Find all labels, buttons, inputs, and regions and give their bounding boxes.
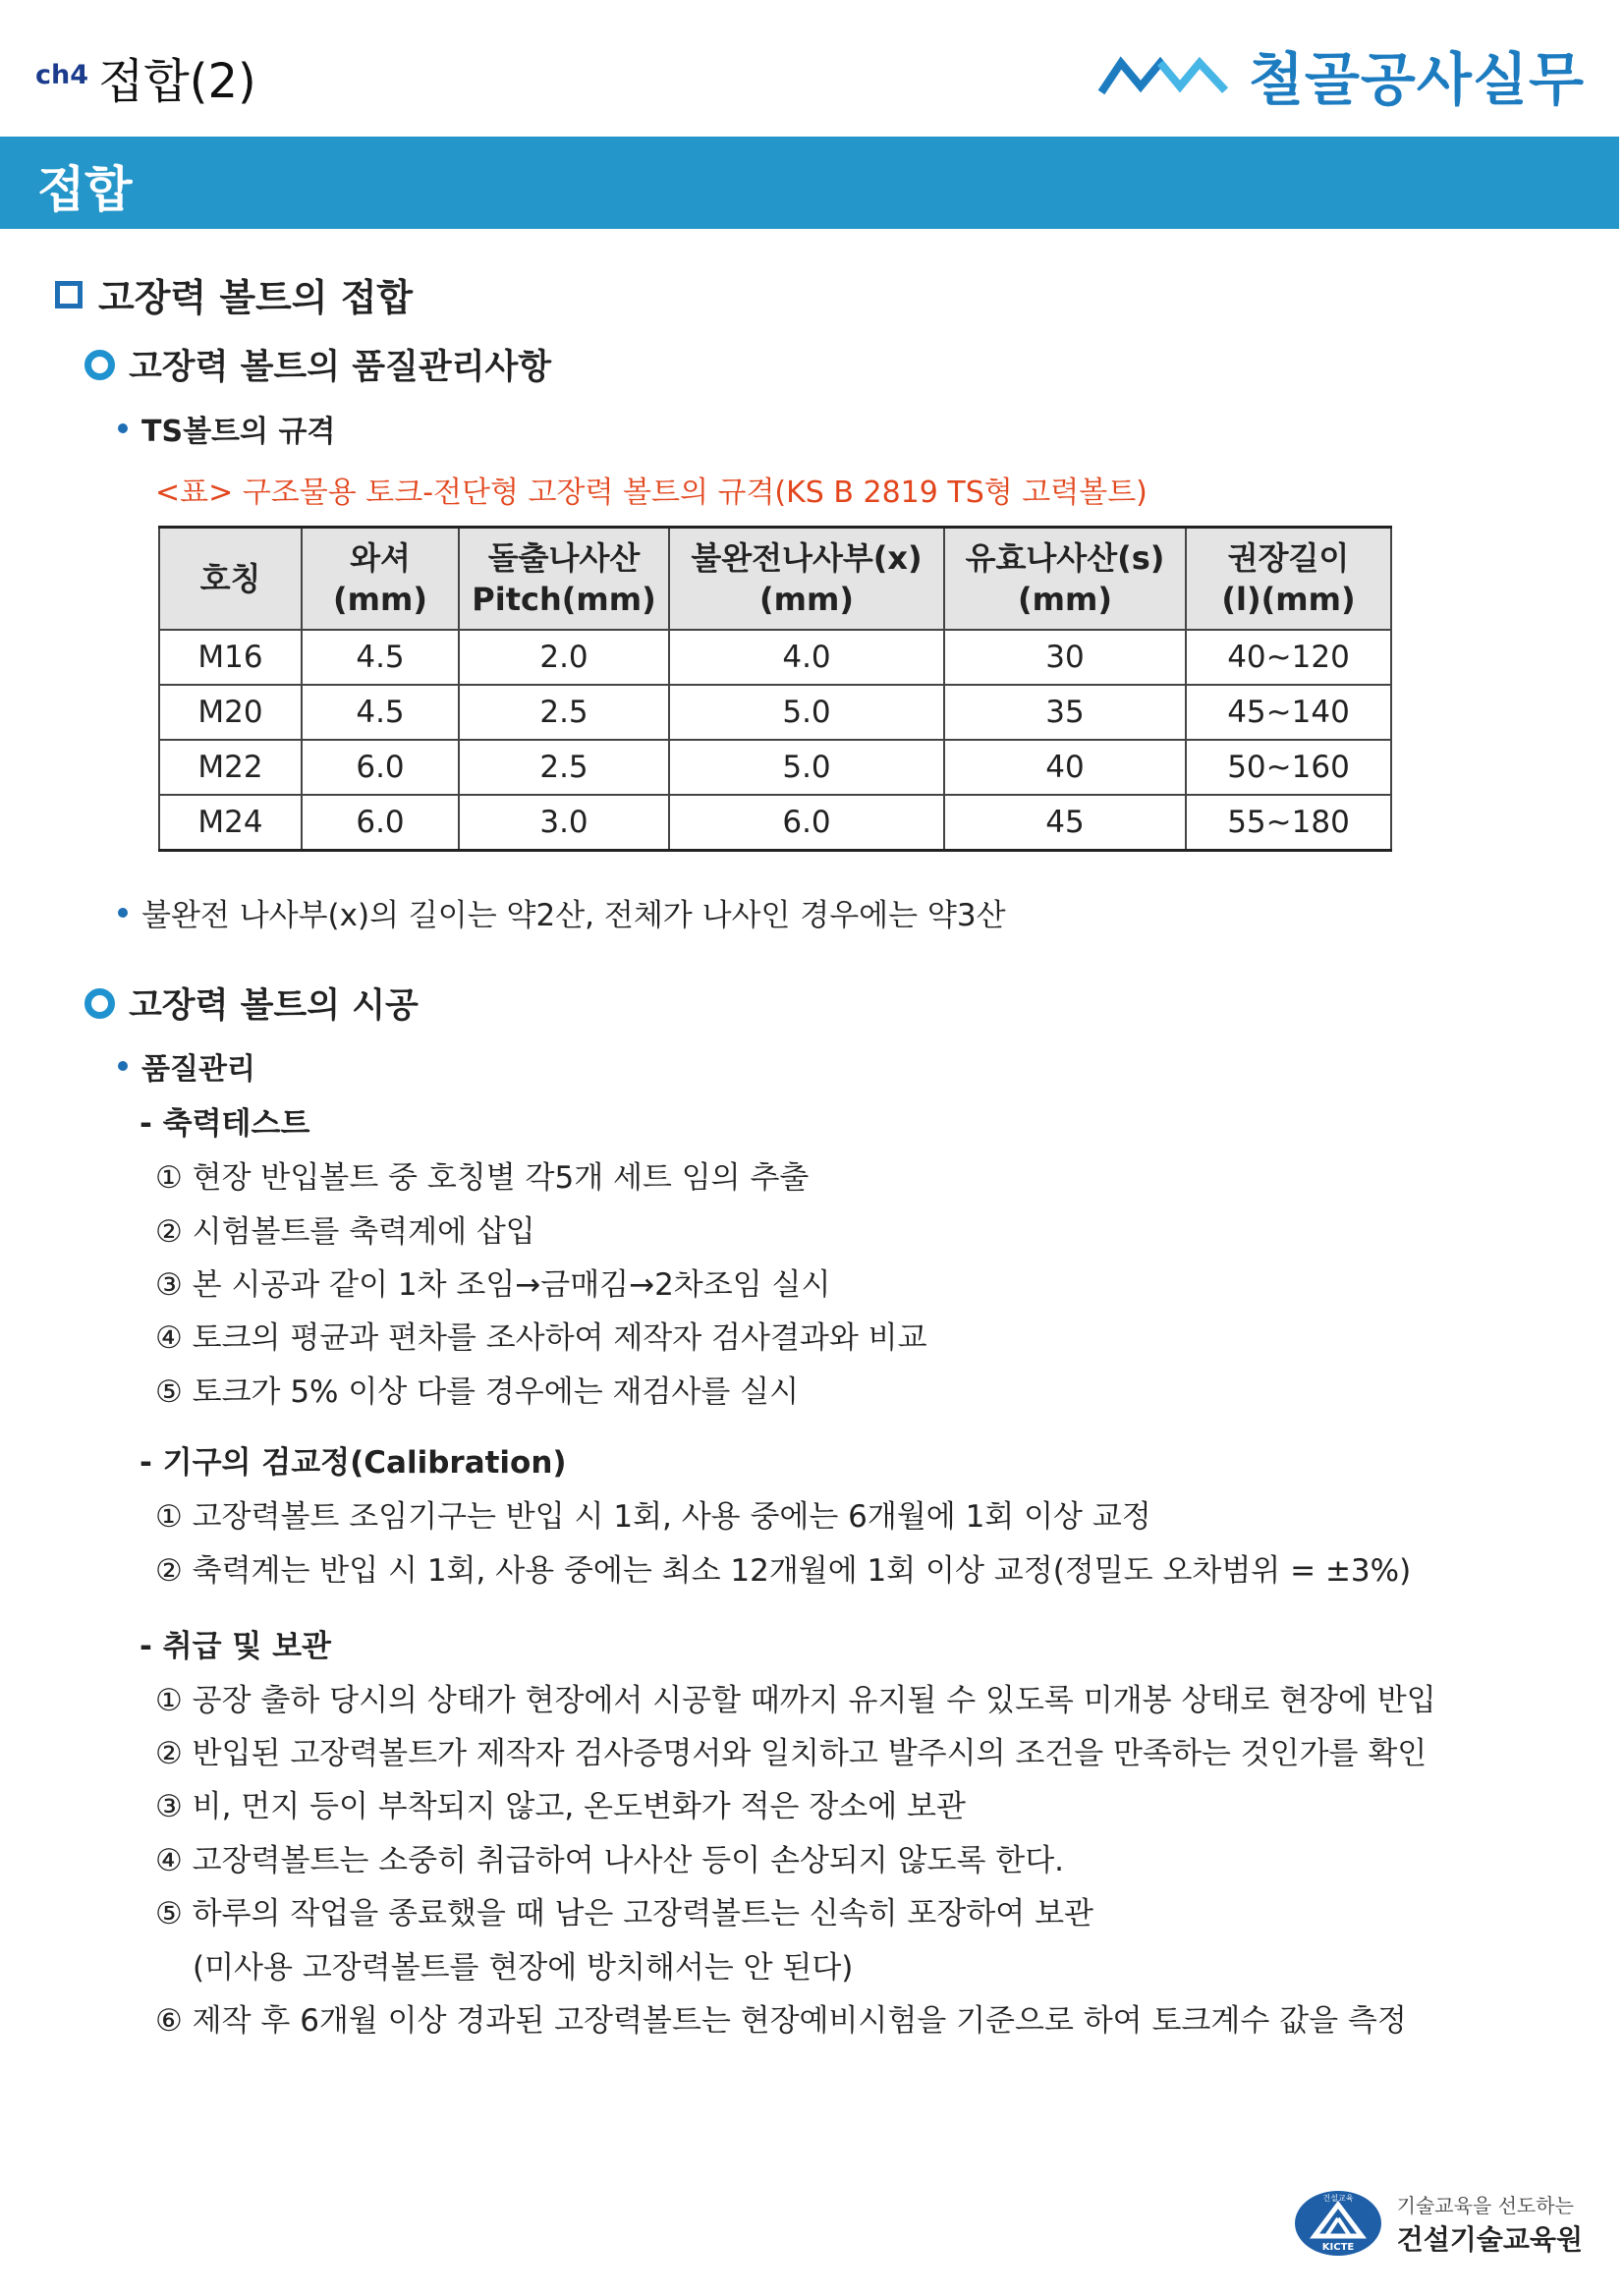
- ring-bullet-icon: [84, 988, 115, 1019]
- table-cell: M20: [159, 685, 302, 740]
- list-item: ① 현장 반입볼트 중 호칭별 각5개 세트 임의 추출: [155, 1160, 810, 1196]
- chapter-heading: [35, 43, 256, 111]
- subsection-title: 고장력 볼트의 시공: [129, 986, 419, 1026]
- footer-org-name: 건설기술교육원: [1396, 2222, 1583, 2256]
- list-item: ② 축력계는 반입 시 1회, 사용 중에는 최소 12개월에 1회 이상 교정(정밀도 오차범위 = ±3%): [155, 1553, 1412, 1589]
- header-cell: 돌출나사산 Pitch(mm): [459, 528, 669, 631]
- header-cell: 권장길이 (l)(mm): [1186, 528, 1391, 631]
- table-cell: 2.0: [459, 630, 669, 685]
- banner-title: 접합: [37, 161, 133, 218]
- table-cell: 40~120: [1186, 630, 1391, 685]
- table-cell: 2.5: [459, 685, 669, 740]
- table-cell: M16: [159, 630, 302, 685]
- list-item: ③ 비, 먼지 등이 부착되지 않고, 온도변화가 적은 장소에 보관: [155, 1789, 966, 1824]
- header-cell: 와셔 (mm): [302, 528, 459, 631]
- section-heading: [55, 267, 413, 321]
- group-title-handling: - 취급 및 보관: [140, 1629, 331, 1664]
- table-cell: 5.0: [669, 685, 944, 740]
- chapter-title: 접합(2): [98, 54, 256, 109]
- table-row: [159, 685, 1391, 740]
- list-item: (미사용 고장력볼트를 현장에 방치해서는 안 된다): [193, 1950, 854, 1986]
- dot-bullet-icon: [118, 1061, 128, 1071]
- bullet-label: TS볼트의 규격: [141, 415, 336, 449]
- list-item: ③ 본 시공과 같이 1차 조임→금매김→2차조임 실시: [155, 1267, 831, 1303]
- bolt-spec-table: [158, 526, 1392, 852]
- thread-note: 불완전 나사부(x)의 길이는 약2산, 전체가 나사인 경우에는 약3산: [141, 898, 1006, 933]
- table-cell: 3.0: [459, 795, 669, 851]
- table-cell: 6.0: [669, 795, 944, 851]
- table-cell: 30: [944, 630, 1186, 685]
- list-item: ① 고장력볼트 조임기구는 반입 시 1회, 사용 중에는 6개월에 1회 이상 교정: [155, 1499, 1151, 1535]
- table-cell: M22: [159, 740, 302, 795]
- brand-header: [1097, 33, 1585, 116]
- group-title-axial-test: - 축력테스트: [140, 1106, 310, 1142]
- footer-tagline: 기술교육을 선도하는: [1396, 2193, 1574, 2217]
- table-cell: 5.0: [669, 740, 944, 795]
- table-cell: 45: [944, 795, 1186, 851]
- list-item: ① 공장 출하 당시의 상태가 현장에서 시공할 때까지 유지될 수 있도록 미개봉 상태로 현장에 반입: [155, 1683, 1436, 1718]
- table-header-row: [159, 528, 1391, 631]
- list-item: ② 반입된 고장력볼트가 제작자 검사증명서와 일치하고 발주시의 조건을 만족하는 것인가를 확인: [155, 1736, 1428, 1771]
- svg-text:KICTE: KICTE: [1321, 2242, 1354, 2253]
- table-cell: 6.0: [302, 740, 459, 795]
- square-bullet-icon: [55, 281, 83, 308]
- bullet-quality-control: [118, 1044, 255, 1088]
- dot-bullet-icon: [118, 908, 128, 918]
- svg-text:건설교육: 건설교육: [1322, 2194, 1354, 2203]
- group-title-calibration: - 기구의 검교정(Calibration): [140, 1445, 567, 1481]
- table-caption: <표> 구조물용 토크-전단형 고장력 볼트의 규격(KS B 2819 TS형 고력볼트): [155, 476, 1148, 510]
- list-item: ④ 고장력볼트는 소중히 취급하여 나사산 등이 손상되지 않도록 한다.: [155, 1843, 1065, 1878]
- subsection-heading-construction: [84, 979, 419, 1028]
- table-cell: 6.0: [302, 795, 459, 851]
- table-cell: 50~160: [1186, 740, 1391, 795]
- kicte-logo-icon: [1293, 2189, 1383, 2258]
- brand-wave-icon: [1097, 53, 1235, 96]
- header-cell: 유효나사산(s) (mm): [944, 528, 1186, 631]
- subsection-heading-quality: [84, 340, 551, 389]
- table-row: [159, 630, 1391, 685]
- header-cell: 호칭: [159, 528, 302, 631]
- table-cell: 4.0: [669, 630, 944, 685]
- chapter-number: ch4: [35, 60, 89, 90]
- bullet-ts-spec: [118, 407, 335, 450]
- list-item: ⑤ 토크가 5% 이상 다를 경우에는 재검사를 실시: [155, 1374, 800, 1410]
- list-item: ⑤ 하루의 작업을 종료했을 때 남은 고장력볼트는 신속히 포장하여 보관: [155, 1896, 1093, 1932]
- table-cell: 35: [944, 685, 1186, 740]
- dot-bullet-icon: [118, 423, 128, 433]
- list-item: ⑥ 제작 후 6개월 이상 경과된 고장력볼트는 현장예비시험을 기준으로 하여 토크계수 값을 측정: [155, 2003, 1407, 2039]
- section-title: 고장력 볼트의 접합: [98, 276, 414, 319]
- table-cell: M24: [159, 795, 302, 851]
- table-cell: 40: [944, 740, 1186, 795]
- table-cell: 4.5: [302, 685, 459, 740]
- table-row: [159, 740, 1391, 795]
- header-cell: 불완전나사부(x) (mm): [669, 528, 944, 631]
- section-banner: [0, 137, 1619, 229]
- list-item: ④ 토크의 평균과 편차를 조사하여 제작자 검사결과와 비교: [155, 1320, 927, 1356]
- list-item: ② 시험볼트를 축력계에 삽입: [155, 1214, 535, 1250]
- bullet-label: 품질관리: [141, 1052, 255, 1087]
- table-row: [159, 795, 1391, 851]
- subsection-title: 고장력 볼트의 품질관리사항: [129, 348, 552, 387]
- bullet-thread-note: [118, 890, 1006, 934]
- table-cell: 45~140: [1186, 685, 1391, 740]
- footer-text: [1397, 2190, 1583, 2258]
- table-cell: 4.5: [302, 630, 459, 685]
- table-cell: 2.5: [459, 740, 669, 795]
- brand-name: 철골공사실무: [1248, 46, 1585, 113]
- footer-logo: [1293, 2189, 1583, 2258]
- table-cell: 55~180: [1186, 795, 1391, 851]
- ring-bullet-icon: [84, 350, 115, 380]
